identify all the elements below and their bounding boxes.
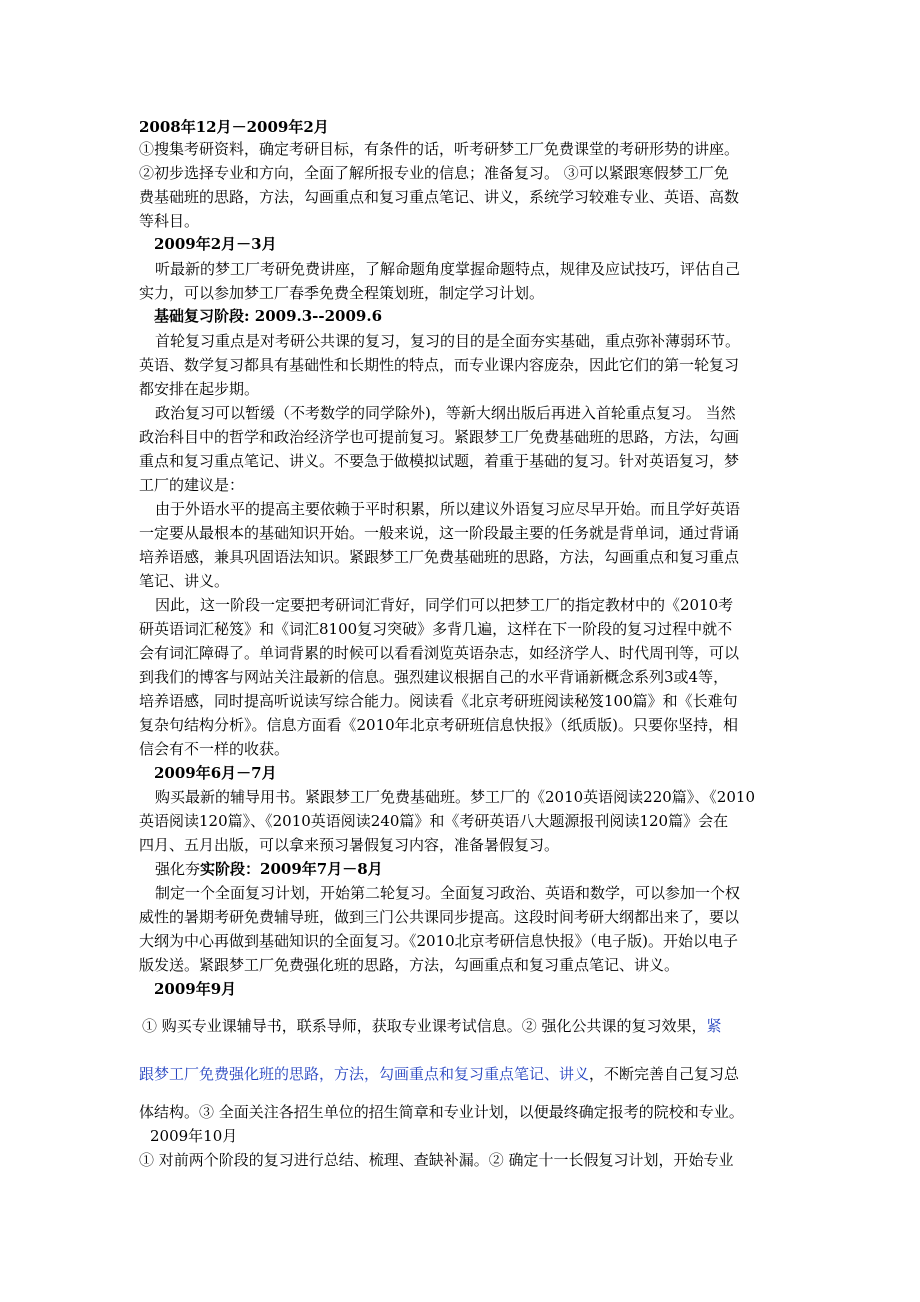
section-heading: 2009年9月: [154, 980, 237, 998]
course-link[interactable]: 跟梦工厂免费强化班的思路，方法，勾画重点和复习重点笔记、讲义: [139, 1065, 590, 1083]
paragraph-line: 实力，可以参加梦工厂春季免费全程策划班，制定学习计划。: [139, 284, 545, 302]
paragraph-text: ① 购买专业课辅导书，联系导师，获取专业课考试信息。② 强化公共课的复习效果，: [142, 1017, 707, 1035]
heading-prefix: 强化夯: [155, 860, 201, 878]
paragraph-line: 英语、数学复习都具有基础性和长期性的特点，而专业课内容庞杂，因此它们的第一轮复习: [139, 356, 740, 374]
paragraph-line: 四月、五月出版，可以拿来预习暑假复习内容，准备暑假复习。: [139, 836, 560, 854]
paragraph-line: 到我们的博客与网站关注最新的信息。强烈建议根据自己的水平背诵新概念系列3或4等，: [139, 668, 729, 686]
paragraph-line: 威性的暑期考研免费辅导班，做到三门公共课同步提高。这段时间考研大纲都出来了，要以: [139, 908, 740, 926]
paragraph-line: 笔记、讲义。: [139, 572, 230, 590]
paragraph-line: 等科目。: [139, 212, 200, 230]
section-heading: 2008年12月－2009年2月: [139, 118, 329, 136]
paragraph-line: 购买最新的辅导用书。紧跟梦工厂免费基础班。梦工厂的《2010英语阅读220篇》、《2010: [155, 788, 755, 806]
paragraph-line: 信会有不一样的收获。: [139, 740, 290, 758]
paragraph-line: 会有词汇障碍了。单词背累的时候可以看看浏览英语杂志，如经济学人、时代周刊等，可以: [139, 644, 740, 662]
section-heading: 2009年2月－3月: [154, 235, 277, 253]
paragraph-line: 体结构。③ 全面关注各招生单位的招生简章和专业计划，以便最终确定报考的院校和专业。: [139, 1103, 744, 1121]
paragraph-line: [139, 1063, 739, 1085]
paragraph-line: 版发送。紧跟梦工厂免费强化班的思路，方法，勾画重点和复习重点笔记、讲义。: [139, 956, 680, 974]
paragraph-line: 重点和复习重点笔记、讲义。不要急于做模拟试题，着重于基础的复习。针对英语复习，梦: [139, 452, 740, 470]
paragraph-line: 政治科目中的哲学和政治经济学也可提前复习。紧跟梦工厂免费基础班的思路，方法，勾画: [139, 428, 740, 446]
section-heading: 2009年6月－7月: [154, 764, 277, 782]
paragraph-line: 都安排在起步期。: [139, 380, 260, 398]
section-heading: 2009年10月: [150, 1127, 238, 1145]
paragraph-line: 因此，这一阶段一定要把考研词汇背好，同学们可以把梦工厂的指定教材中的《2010考: [155, 596, 734, 614]
paragraph-line: 听最新的梦工厂考研免费讲座，了解命题角度掌握命题特点，规律及应试技巧，评估自己: [155, 260, 741, 278]
paragraph-line: 大纲为中心再做到基础知识的全面复习。《2010北京考研信息快报》（电子版)。开始以电子: [139, 932, 739, 950]
paragraph-line: 复杂句结构分析》。信息方面看《2010年北京考研班信息快报》（纸质版)。只要你坚持，相: [139, 716, 739, 734]
paragraph-line: 费基础班的思路，方法，勾画重点和复习重点笔记、讲义，系统学习较难专业、英语、高数: [139, 188, 740, 206]
paragraph-line: 培养语感，同时提高听说读写综合能力。阅读看《北京考研班阅读秘笈100篇》和《长难句: [139, 692, 738, 710]
paragraph-text: ，不断完善自己复习总: [589, 1065, 740, 1083]
paragraph-line: ① 对前两个阶段的复习进行总结、梳理、查缺补漏。② 确定十一长假复习计划，开始专业: [139, 1151, 734, 1169]
paragraph-line: ①搜集考研资料，确定考研目标，有条件的话，听考研梦工厂免费课堂的考研形势的讲座。: [139, 140, 740, 158]
course-link[interactable]: 紧: [706, 1017, 722, 1035]
paragraph-line: 研英语词汇秘笈》和《词汇8100复习突破》多背几遍，这样在下一阶段的复习过程中就不: [139, 620, 733, 638]
paragraph-line: 制定一个全面复习计划，开始第二轮复习。全面复习政治、英语和数学，可以参加一个权: [155, 884, 741, 902]
paragraph-line: [142, 1015, 722, 1037]
section-heading: [155, 858, 383, 880]
paragraph-line: 一定要从最根本的基础知识开始。一般来说，这一阶段最主要的任务就是背单词，通过背诵: [139, 524, 740, 542]
paragraph-line: 首轮复习重点是对考研公共课的复习，复习的目的是全面夯实基础，重点弥补薄弱环节。: [155, 332, 741, 350]
heading-bold-part: 实阶段：2009年7月－8月: [200, 860, 383, 878]
paragraph-line: 工厂的建议是：: [139, 476, 245, 494]
paragraph-line: ②初步选择专业和方向，全面了解所报专业的信息；准备复习。 ③可以紧跟寒假梦工厂免: [139, 164, 729, 182]
paragraph-line: 英语阅读120篇》、《2010英语阅读240篇》和《考研英语八大题源报刊阅读120篇》会在: [139, 812, 729, 830]
paragraph-line: 培养语感，兼具巩固语法知识。紧跟梦工厂免费基础班的思路，方法，勾画重点和复习重点: [139, 548, 740, 566]
paragraph-line: 政治复习可以暂缓（不考数学的同学除外)，等新大纲出版后再进入首轮重点复习。 当然: [155, 404, 736, 422]
paragraph-line: 由于外语水平的提高主要依赖于平时积累，所以建议外语复习应尽早开始。而且学好英语: [155, 500, 741, 518]
section-heading: 基础复习阶段: 2009.3--2009.6: [154, 307, 383, 325]
